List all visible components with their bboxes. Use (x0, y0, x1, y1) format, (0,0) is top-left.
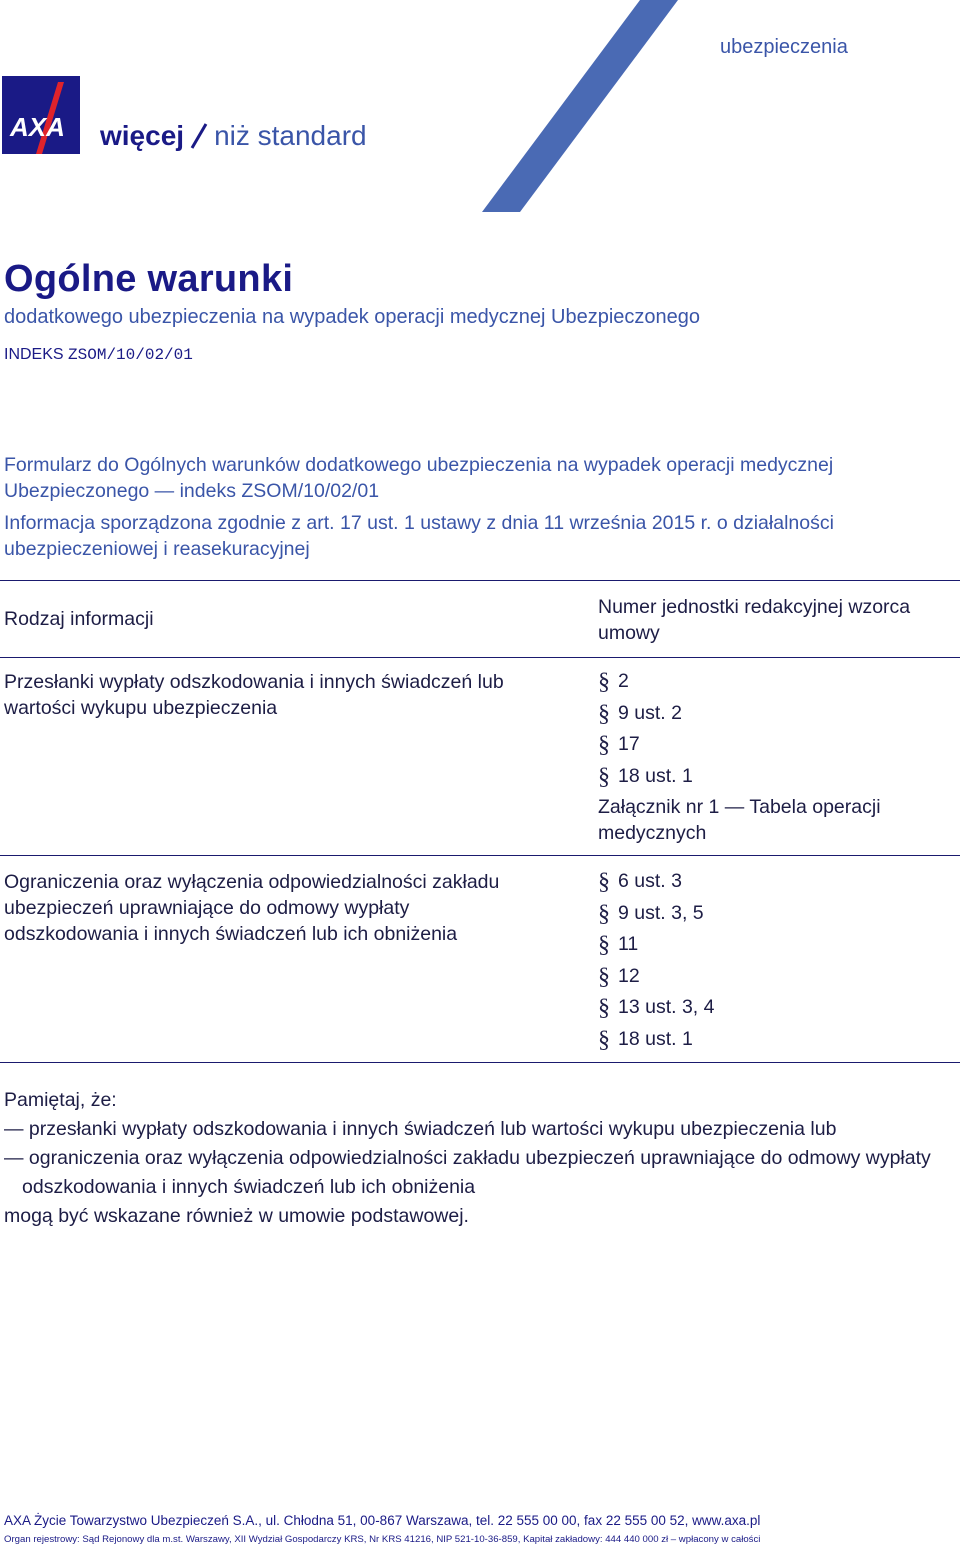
document-subtitle: dodatkowego ubezpieczenia na wypadek operacji medycznej Ubezpieczonego (4, 306, 701, 328)
ref-item: § 17 (598, 732, 640, 758)
tagline-light: niż standard (214, 120, 367, 151)
form-intro-line2: Informacja sporządzona zgodnie z art. 17 ust. 1 ustawy z dnia 11 września 2015 r. o działalności ubezpieczeniowej i reasekuracyjnej (4, 512, 834, 560)
decorative-diagonal-stripe (0, 0, 960, 220)
ref-item: § 18 ust. 1 (598, 763, 693, 790)
document-title: Ogólne warunki (4, 258, 294, 300)
ref-item: § 9 ust. 3, 5 (598, 900, 704, 927)
ref-item: § 11 (598, 932, 639, 958)
table-row1-label: Przesłanki wypłaty odszkodowania i innych świadczeń lub wartości wykupu ubezpieczenia (4, 671, 504, 719)
ref-item: § 13 ust. 3, 4 (598, 995, 715, 1021)
table-col1-header: Rodzaj informacji (4, 608, 154, 630)
table-row2-refs (598, 866, 714, 1055)
remember-heading: Pamiętaj, że: (4, 1089, 117, 1111)
footer-registry-info: Organ rejestrowy: Sąd Rejonowy dla m.st. Warszawy, XII Wydział Gospodarczy KRS, Nr KRS 41216, NIP 521-10-36-859, Kapitał zakładowy: 444 440 000 zł – wpłacony w całości (4, 1534, 761, 1545)
remember-closing: mogą być wskazane również w umowie podstawowej. (4, 1205, 469, 1227)
axa-logo (2, 76, 80, 154)
tagline-slash-icon (188, 122, 210, 150)
ref-attachment: Załącznik nr 1 — Tabela operacji medycznych (598, 796, 881, 844)
form-intro-line1: Formularz do Ogólnych warunków dodatkowego ubezpieczenia na wypadek operacji medycznej Ubezpieczonego — indeks ZSOM/10/02/01 (4, 454, 834, 502)
table-row1-refs (598, 666, 938, 846)
table-row2-label: Ograniczenia oraz wyłączenia odpowiedzialności zakładu ubezpieczeń uprawniające do odmowy wypłaty odszkodowania i innych świadczeń lub ich obniżenia (4, 871, 500, 945)
axa-logo-text: AXA (10, 112, 65, 142)
ref-item: § 12 (598, 963, 640, 990)
ref-item: § 18 ust. 1 (598, 1026, 693, 1053)
category-label: ubezpieczenia (720, 36, 848, 58)
ref-item: § 6 ust. 3 (598, 869, 682, 895)
tagline-bold: więcej (100, 120, 185, 151)
remember-section (4, 1086, 960, 1231)
document-index (4, 346, 193, 364)
ref-item: § 2 (598, 669, 629, 695)
table-row-rule (0, 855, 960, 856)
index-label: INDEKS (4, 346, 64, 363)
table-bottom-rule (0, 1062, 960, 1063)
form-intro (4, 452, 954, 562)
table-col2-header: Numer jednostki redakcyjnej wzorca umowy (598, 596, 911, 644)
remember-item: — ograniczenia oraz wyłączenia odpowiedzialności zakładu ubezpieczeń uprawniające do odmowy wypłaty odszkodowania i innych świadczeń lub ich obniżenia (4, 1147, 931, 1198)
ref-item: § 9 ust. 2 (598, 700, 682, 727)
brand-tagline (100, 120, 367, 152)
remember-item: — przesłanki wypłaty odszkodowania i innych świadczeń lub wartości wykupu ubezpieczenia lub (4, 1118, 837, 1140)
footer-company-info: AXA Życie Towarzystwo Ubezpieczeń S.A., ul. Chłodna 51, 00-867 Warszawa, tel. 22 555 00 00, fax 22 555 00 52, www.axa.pl (4, 1513, 761, 1528)
table-header-rule (0, 657, 960, 658)
table-top-rule (0, 580, 960, 581)
index-code: ZSOM/10/02/01 (68, 346, 193, 364)
